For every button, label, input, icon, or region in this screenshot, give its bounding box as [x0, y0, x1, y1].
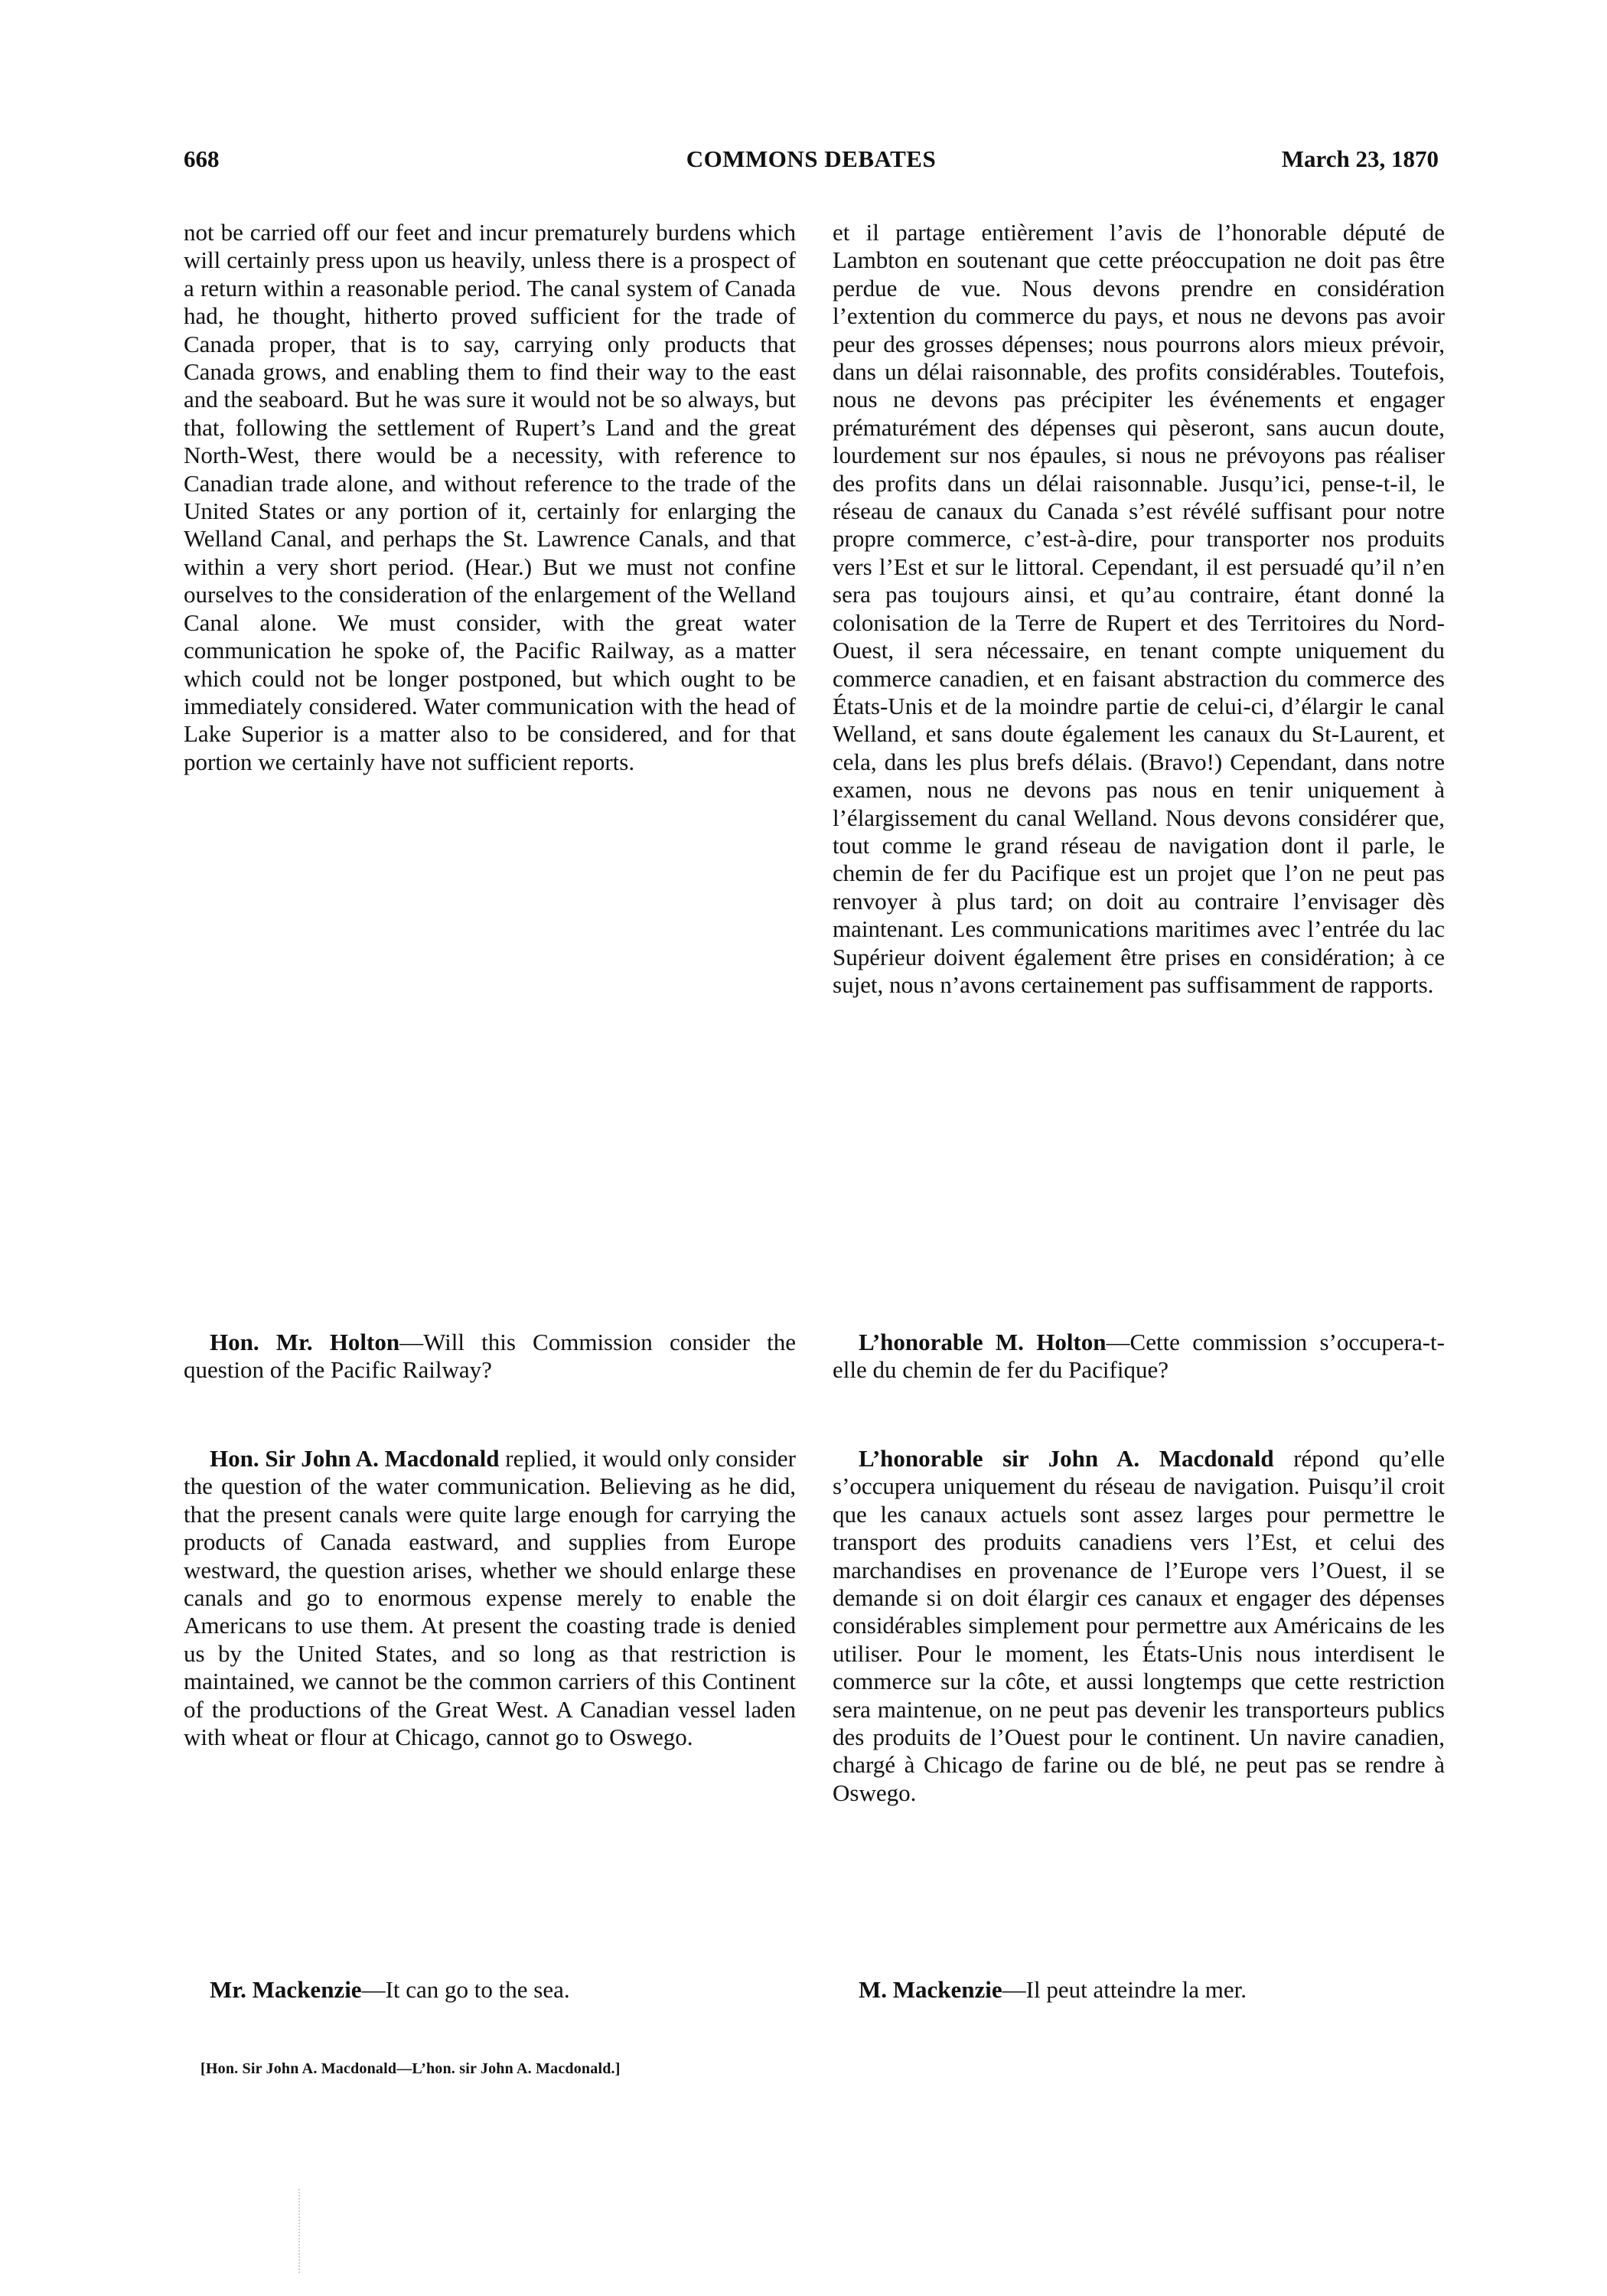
- french-macdonald-reply: [833, 1445, 1445, 1807]
- speaker-name: Hon. Sir John A. Macdonald: [210, 1445, 500, 1472]
- speech-text: —Cette commission s’occupera-t-elle du chemin de fer du Pacifique?: [833, 1329, 1445, 1384]
- french-mackenzie-paragraph: [833, 1976, 1445, 2004]
- english-mackenzie-remark: [184, 1976, 796, 2004]
- scan-margin-mark: [298, 2189, 300, 2273]
- french-mackenzie-remark: [833, 1976, 1445, 2004]
- english-holton-paragraph: [184, 1329, 796, 1384]
- french-holton-paragraph: [833, 1329, 1445, 1384]
- speaker-name: L’honorable M. Holton: [859, 1329, 1107, 1355]
- speaker-name: Hon. Mr. Holton: [210, 1329, 400, 1355]
- speaker-name-footnote: [Hon. Sir John A. Macdonald—L’hon. sir John A. Macdonald.]: [200, 2060, 621, 2077]
- speaker-name: M. Mackenzie: [859, 1976, 1002, 2003]
- english-macdonald-reply: [184, 1445, 796, 1751]
- speech-text: —Will this Commission consider the question of the Pacific Railway?: [184, 1329, 796, 1384]
- page-number: 668: [184, 145, 220, 172]
- publication-title: COMMONS DEBATES: [686, 145, 937, 172]
- speech-text: replied, it would only consider the question of the water communication. Believing as he did, that the present canals were quite large enough for carrying the products of Canada eastward, and supplies from Europe westward, the question arises, whether we should enlarge these canals and go to enormous expense merely to enable the Americans to use them. At present the coasting trade is denied us by the United States, and so long as that restriction is maintained, we cannot be the common carriers of this Continent of the productions of the Great West. A Canadian vessel laden with wheat or flour at Chicago, cannot go to Oswego.: [184, 1445, 796, 1751]
- french-paragraph-continued: [833, 219, 1445, 999]
- speech-text: —Il peut atteindre la mer.: [1002, 1976, 1247, 2003]
- french-text: et il partage entièrement l’avis de l’honorable député de Lambton en soutenant que cette préoccupation ne doit pas être perdue de vue. Nous devons prendre en considération l’extention du commerce du pays, et nous ne devons pas avoir peur des grosses dépenses; nous pourrons alors mieux prévoir, dans un délai raisonnable, des profits considérables. Toutefois, nous ne devons pas précipiter les événements et engager prématurément des dépenses qui pèseront, sans aucun doute, lourdement sur nos épaules, si nous ne prévoyons pas réaliser des profits dans un délai raisonnable. Jusqu’ici, pense-t-il, le réseau de canaux du Canada s’est révélé suffisant pour notre propre commerce, c’est-à-dire, pour transporter nos produits vers l’Est et sur le littoral. Cependant, il est persuadé qu’il n’en sera pas toujours ainsi, et qu’au contraire, étant donné la colonisation de la Terre de Rupert et des Territoires du Nord-Ouest, il sera nécessaire, en tenant compte uniquement du commerce canadien, et en faisant abstraction du commerce des États-Unis et de la moindre partie de celui-ci, d’élargir le canal Welland, et sans doute également les canaux du St-Laurent, et cela, dans les plus brefs délais. (Bravo!) Cependant, dans notre examen, nous ne devons pas nous en tenir uniquement à l’élargissement du canal Welland. Nous devons considérer que, tout comme le grand réseau de navigation dont il parle, le chemin de fer du Pacifique est un projet que l’on ne peut pas renvoyer à plus tard; on doit au contraire l’envisager dès maintenant. Les communications maritimes avec l’entrée du lac Supérieur doivent également être prises en considération; à ce sujet, nous n’avons certainement pas suffisamment de rapports.: [833, 219, 1445, 998]
- speaker-name: Mr. Mackenzie: [210, 1976, 362, 2003]
- french-macdonald-paragraph: [833, 1445, 1445, 1807]
- english-text: not be carried off our feet and incur prematurely burdens which will certainly press upon us heavily, unless there is a prospect of a return within a reasonable period. The canal system of Canada had, he thought, hitherto proved sufficient for the trade of Canada proper, that is to say, carrying only products that Canada grows, and enabling them to find their way to the east and the seaboard. But he was sure it would not be so always, but that, following the settlement of Rupert’s Land and the great North-West, there would be a necessity, with reference to Canadian trade alone, and without reference to the trade of the United States or any portion of it, certainly for enlarging the Welland Canal, and perhaps the St. Lawrence Canals, and that within a very short period. (Hear.) But we must not confine ourselves to the consideration of the enlargement of the Welland Canal alone. We must consider, with the great water communication he spoke of, the Pacific Railway, as a matter which could not be longer postponed, but which ought to be immediately considered. Water communication with the head of Lake Superior is a matter also to be considered, and for that portion we certainly have not sufficient reports.: [184, 219, 796, 775]
- page-header: [184, 145, 1439, 184]
- french-holton-question: [833, 1329, 1445, 1384]
- speech-text: répond qu’elle s’occupera uniquement du réseau de navigation. Puisqu’il croit que les canaux actuels sont assez larges pour permettre le transport des produits canadiens vers l’Est, et celui des marchandises en provenance de l’Europe vers l’Ouest, il se demande si on doit élargir ces canaux et engager des dépenses considérables simplement pour permettre aux Américains de les utiliser. Pour le moment, les États-Unis nous interdisent le commerce sur la côte, et aussi longtemps que cette restriction sera maintenue, on ne peut pas devenir les transporteurs publics des produits de l’Ouest pour le continent. Un navire canadien, chargé à Chicago de farine ou de blé, ne peut pas se rendre à Oswego.: [833, 1445, 1445, 1806]
- english-paragraph-continued: [184, 219, 796, 776]
- session-date: March 23, 1870: [1281, 145, 1439, 172]
- speech-text: —It can go to the sea.: [361, 1976, 570, 2003]
- english-mackenzie-paragraph: [184, 1976, 796, 2004]
- speaker-name: L’honorable sir John A. Macdonald: [859, 1445, 1274, 1472]
- english-holton-question: [184, 1329, 796, 1384]
- english-macdonald-paragraph: [184, 1445, 796, 1751]
